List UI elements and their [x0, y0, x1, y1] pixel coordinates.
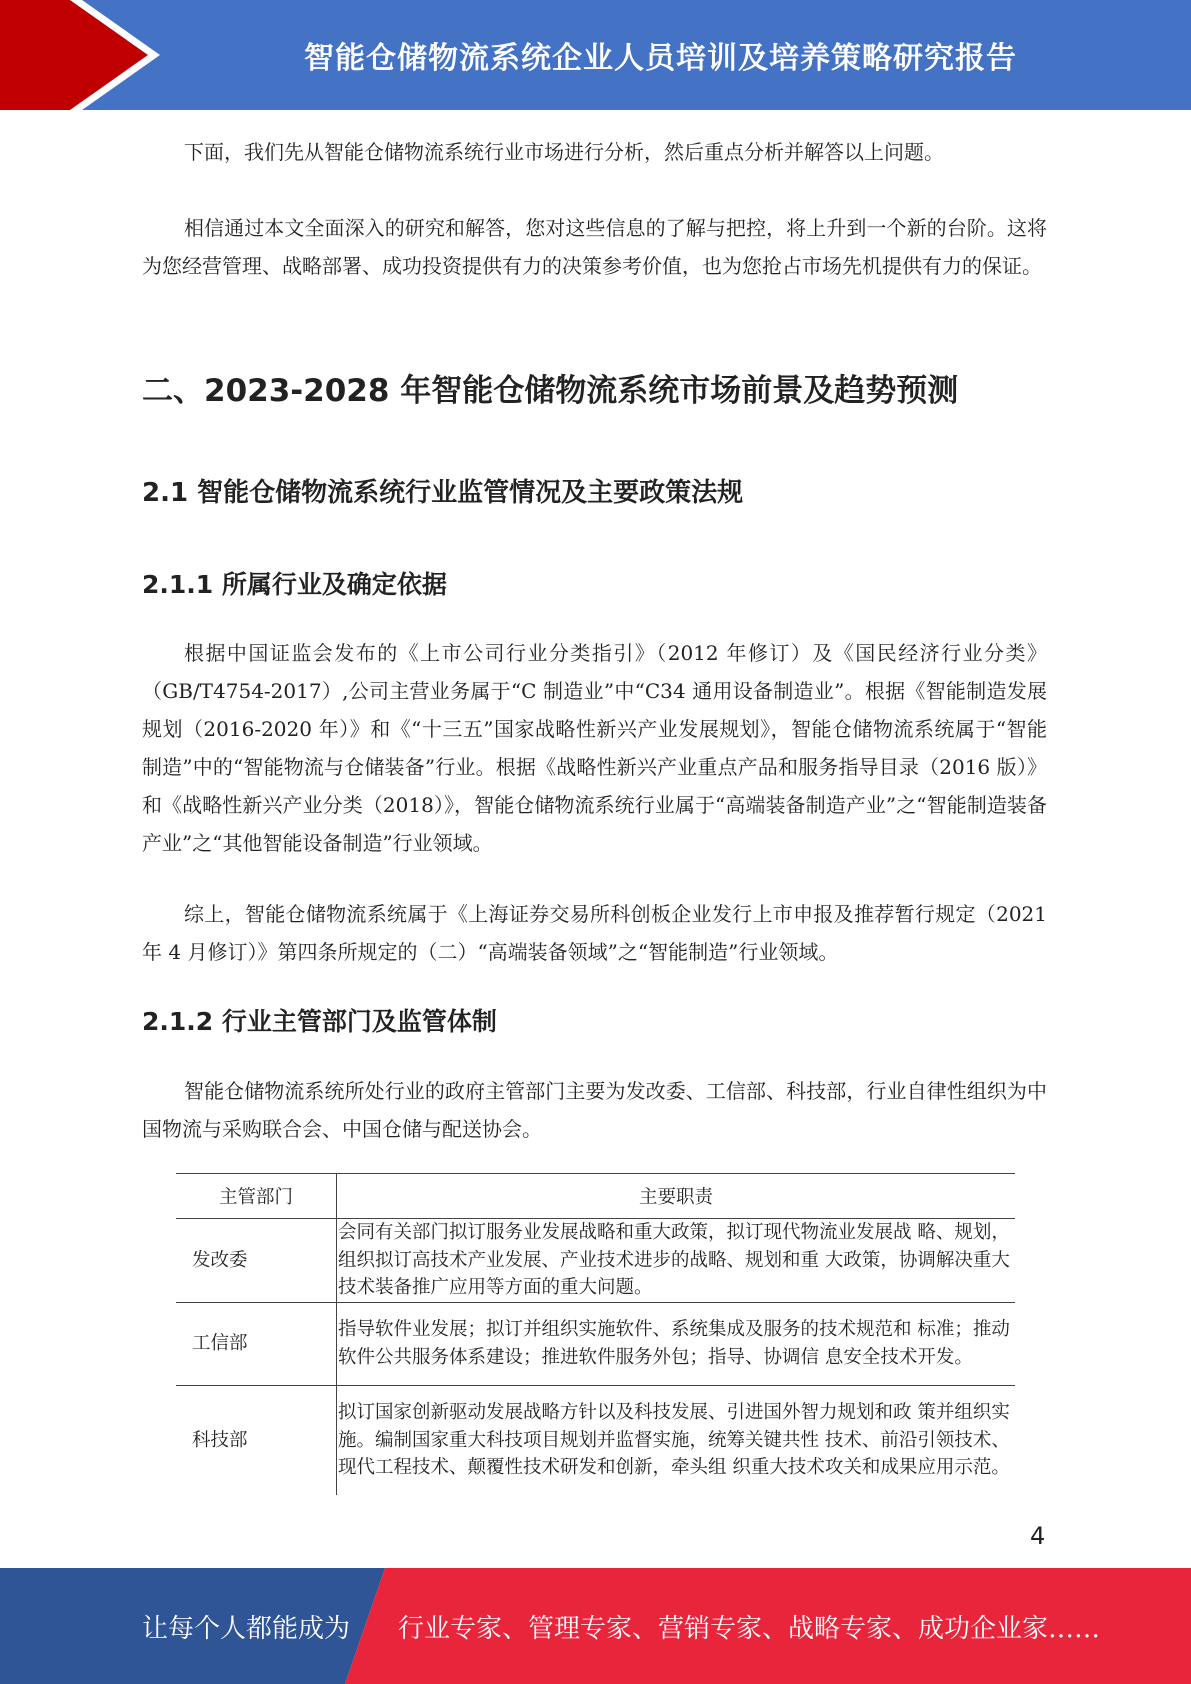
section-2-heading: 二、2023-2028 年智能仓储物流系统市场前景及趋势预测 [142, 373, 959, 409]
section-2-1-1-paragraph-2: 综上，智能仓储物流系统属于《上海证券交易所科创板企业发行上市申报及推荐暂行规定（2021 年 4 月修订）》第四条所规定的（二）“高端装备领域”之“智能制造”行业领域。 [142, 902, 1047, 964]
page-number: 4 [1030, 1522, 1046, 1550]
intro-paragraph-1: 下面，我们先从智能仓储物流系统行业市场进行分析，然后重点分析并解答以上问题。 [184, 140, 944, 164]
intro-paragraph-2: 相信通过本文全面深入的研究和解答，您对这些信息的了解与把控，将上升到一个新的台阶。这将为您经营管理、战略部署、成功投资提供有力的决策参考价值，也为您抢占市场先机提供有力的保证。 [142, 216, 1047, 278]
table-header-row [176, 1174, 1015, 1219]
section-2-1-2-heading: 2.1.2 行业主管部门及监管体制 [142, 1007, 497, 1036]
table-cell-department: 发改委 [176, 1219, 337, 1303]
table-header-department: 主管部门 [176, 1174, 337, 1219]
table-cell-department: 工信部 [176, 1302, 337, 1385]
table-row [176, 1385, 1015, 1495]
footer-banner [0, 1568, 1191, 1684]
section-2-1-2-paragraph-1: 智能仓储物流系统所处行业的政府主管部门主要为发改委、工信部、科技部，行业自律性组织为中国物流与采购联合会、中国仓储与配送协会。 [142, 1079, 1047, 1141]
table-cell-department: 科技部 [176, 1385, 337, 1495]
section-2-1-heading: 2.1 智能仓储物流系统行业监管情况及主要政策法规 [142, 478, 744, 508]
table-cell-duties: 指导软件业发展；拟订并组织实施软件、系统集成及服务的技术规范和 标准；推动软件公共服务体系建设；推进软件服务外包；指导、协调信 息安全技术开发。 [337, 1302, 1016, 1385]
table-header-duties: 主要职责 [337, 1174, 1016, 1219]
footer-slogan-right: 行业专家、管理专家、营销专家、战略专家、成功企业家…… [398, 1613, 1101, 1644]
table-row [176, 1219, 1015, 1303]
table-cell-duties: 拟订国家创新驱动发展战略方针以及科技发展、引进国外智力规划和政 策并组织实施。编制国家重大科技项目规划并监督实施，统筹关键共性 技术、前沿引领技术、现代工程技术、颠覆性技术研发和创新，牵头组 织重大技术攻关和成果应用示范。 [338, 1402, 1010, 1478]
section-2-1-1-heading: 2.1.1 所属行业及确定依据 [142, 570, 447, 599]
table-row [176, 1302, 1015, 1385]
table-cell-duties: 会同有关部门拟订服务业发展战略和重大政策，拟订现代物流业发展战 略、规划，组织拟订高技术产业发展、产业技术进步的战略、规划和重 大政策，协调解决重大技术装备推广应用等方面的重大问题。 [337, 1219, 1016, 1303]
report-title: 智能仓储物流系统企业人员培训及培养策略研究报告 [304, 41, 1017, 76]
header-banner [0, 0, 1191, 110]
footer-slogan-left: 让每个人都能成为 [142, 1613, 351, 1644]
regulatory-departments-table [176, 1173, 1015, 1495]
section-2-1-1-paragraph-1: 根据中国证监会发布的《上市公司行业分类指引》（2012 年修订）及《国民经济行业分类》（GB/T4754-2017）,公司主营业务属于“C 制造业”中“C34 通用设备制造业”。根据《智能制造发展规划（2016-2020 年）》和《“十三五”国家战略性新兴产业发展规划》，智能仓储物流系统属于“智能制造”中的“智能物流与仓储装备”行业。根据《战略性新兴产业重点产品和服务指导目录（2016 版）》和《战略性新兴产业分类（2018）》，智能仓储物流系统行业属于“高端装备制造产业”之“智能制造装备产业”之“其他智能设备制造”行业领域。 [142, 641, 1047, 855]
